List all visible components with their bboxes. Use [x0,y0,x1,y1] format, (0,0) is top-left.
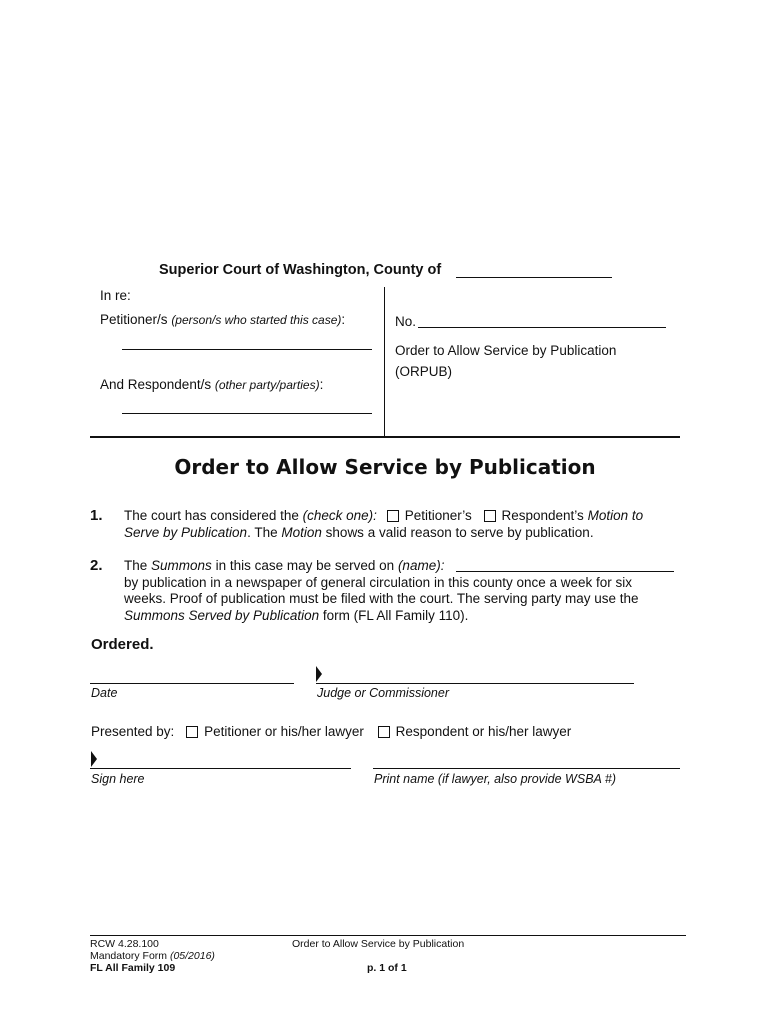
section-1-text: The court has considered the (check one): Petitioner’s Respondent’s Motion to Serve by Publication. The Motion shows a valid reason to serve by publication. [124,508,644,540]
presenter-signature-field[interactable] [90,768,351,769]
footer-title: Order to Allow Service by Publication [292,938,465,950]
respondent-motion-checkbox[interactable] [484,510,496,522]
petitioner-label: Petitioner/s (person/s who started this case): [100,312,346,327]
date-label: Date [91,686,118,700]
header-bottom-rule [90,436,680,438]
ordered-heading: Ordered. [91,636,154,653]
footer-rcw: RCW 4.28.100 [90,938,159,950]
case-no-label: No. [395,314,417,329]
court-title: Superior Court of Washington, County of [159,262,442,278]
county-field[interactable] [456,277,612,278]
footer-page: p. 1 of 1 [367,962,407,974]
date-field[interactable] [90,683,294,684]
section-1-number: 1. [90,507,103,524]
sign-here-arrow-icon [91,751,97,767]
form-code: (ORPUB) [395,364,452,379]
petitioner-motion-checkbox[interactable] [387,510,399,522]
served-name-field[interactable] [456,571,674,572]
petitioner-name-field[interactable] [122,349,372,350]
print-name-field[interactable] [373,768,680,769]
footer-mandatory: Mandatory Form (05/2016) [90,950,215,962]
section-2-text: The Summons in this case may be served on (name): by publication in a newspaper of general circulation in this county once a week for six weeks. Proof of publication must be filed with the court. The serving party may use the Summons Served by Publication form (FL All Family 110). [124,558,639,623]
presented-respondent-checkbox[interactable] [378,726,390,738]
footer-rule [90,935,686,936]
page-title: Order to Allow Service by Publication [174,455,596,479]
sign-here-label: Sign here [91,772,145,786]
presented-by-row: Presented by: Petitioner or his/her lawyer Respondent or his/her lawyer [91,724,572,739]
judge-label: Judge or Commissioner [317,686,449,700]
respondent-name-field[interactable] [122,413,372,414]
print-name-label: Print name (if lawyer, also provide WSBA #) [374,772,616,786]
form-title-right: Order to Allow Service by Publication [395,343,617,358]
footer-left [90,938,215,974]
judge-signature-field[interactable] [316,683,634,684]
in-re-label: In re: [100,288,131,303]
case-number-field[interactable] [418,327,666,328]
header-divider [384,287,385,437]
section-2-number: 2. [90,557,103,574]
respondent-label: And Respondent/s (other party/parties): [100,377,324,392]
presented-petitioner-checkbox[interactable] [186,726,198,738]
sign-arrow-icon [316,666,322,682]
footer-form-id: FL All Family 109 [90,962,176,974]
